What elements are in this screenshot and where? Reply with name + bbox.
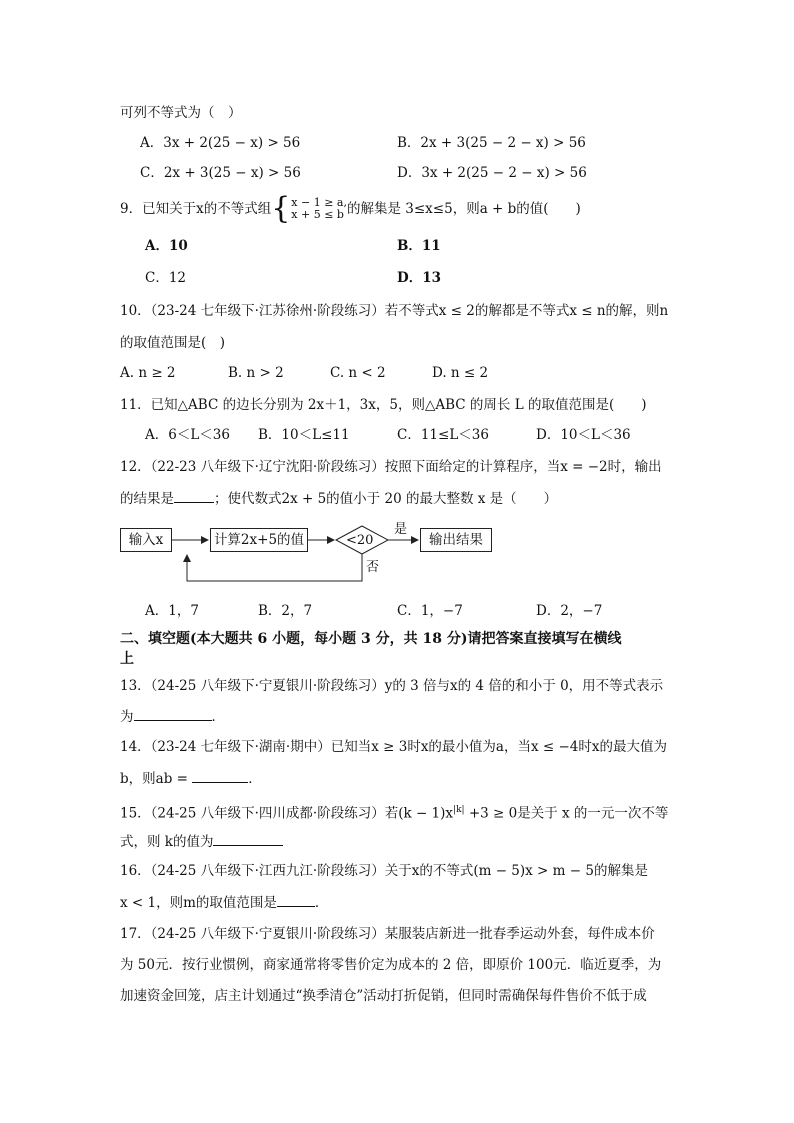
q15-answer-blank <box>213 831 283 846</box>
q15-line2 <box>120 831 283 852</box>
q10-line2: 的取值范围是( ) <box>120 335 226 351</box>
q9-system-line1: x − 1 ≥ a, <box>291 196 347 209</box>
q9-prefix: 9．已知关于x的不等式组 <box>120 201 272 217</box>
q11-option-c: C．11≤L＜36 <box>397 427 489 443</box>
q13-line2-end: ． <box>211 709 225 725</box>
q9-option-d: D．13 <box>397 270 441 286</box>
q14-line1: 14．（23-24 七年级下·湖南·期中）已知当x ≥ 3时x的最小值为a，当x ≤ −4时x的最大值为 <box>120 739 667 755</box>
q15-exponent: |k| <box>453 805 465 815</box>
q10-line1: 10．（23-24 七年级下·江苏徐州·阶段练习）若不等式x ≤ 2的解都是不等式x ≤ n的解，则n <box>120 303 669 319</box>
section-2-heading: 二、填空题(本大题共 6 小题，每小题 3 分，共 18 分)请把答案直接填写在横线 <box>120 631 622 647</box>
q10-option-b: B. n > 2 <box>228 365 284 381</box>
q8-option-c: C．2x + 3(25 − x) > 56 <box>140 165 301 181</box>
q9-option-b: B．11 <box>397 238 441 254</box>
q13-line2-start: 为 <box>120 709 134 725</box>
q15-line2-start: 式，则 k的值为 <box>120 834 214 850</box>
q17-line1: 17．（24-25 八年级下·宁夏银川·阶段练习）某服装店新进一批春季运动外套，每件成本价 <box>120 926 655 942</box>
q13-line2 <box>120 706 225 727</box>
q14-line2 <box>120 768 262 789</box>
q12-option-a: A．1，7 <box>145 603 199 619</box>
q15-line1-end: +3 ≥ 0是关于 x 的一元一次不等 <box>464 805 669 822</box>
flow-input-box: 输入x <box>120 528 172 552</box>
section-2-heading-cont: 上 <box>120 651 134 667</box>
q16-answer-blank <box>277 892 315 907</box>
flow-yes-label: 是 <box>394 522 408 537</box>
q9-system: { x − 1 ≥ a, x + 5 ≤ b <box>271 191 347 226</box>
q8-option-a: A．3x + 2(25 − x) > 56 <box>140 135 301 151</box>
q9-suffix: 的解集是 3≤x≤5，则a + b的值( ) <box>346 201 581 217</box>
q9-option-c: C．12 <box>145 270 187 286</box>
flow-no-label: 否 <box>366 560 380 575</box>
q17-line2: 为 50元．按行业惯例，商家通常将零售价定为成本的 2 倍，即原价 100元．临近夏季，为 <box>120 957 662 973</box>
q14-line2-start: b，则ab = <box>120 771 188 787</box>
q9-system-line2: x + 5 ≤ b <box>291 208 344 221</box>
q11-option-b: B．10＜L≤11 <box>258 427 350 443</box>
q12-option-d: D．2，−7 <box>536 603 603 619</box>
q11-option-d: D．10＜L＜36 <box>536 427 631 443</box>
q16-line1: 16．（24-25 八年级下·江西九江·阶段练习）关于x的不等式(m − 5)x > m − 5的解集是 <box>120 863 648 879</box>
q13-line1: 13．（24-25 八年级下·宁夏银川·阶段练习）y的 3 倍与x的 4 倍的和小于 0，用不等式表示 <box>120 678 664 694</box>
q12-line1: 12．（22-23 八年级下·辽宁沈阳·阶段练习）按照下面给定的计算程序，当x = −2时，输出 <box>120 459 662 475</box>
q14-line2-end: ． <box>248 771 262 787</box>
q12-line2-start: 的结果是 <box>120 491 174 507</box>
q10-option-d: D. n ≤ 2 <box>432 365 489 381</box>
q9-option-a: A．10 <box>145 238 188 254</box>
flow-output-box: 输出结果 <box>420 528 492 552</box>
q8-option-d: D．3x + 2(25 − 2 − x) > 56 <box>397 165 587 181</box>
q12-line2-end: ；使代数式2x + 5的值小于 20 的最大整数 x 是（ ） <box>214 491 558 507</box>
q12-option-b: B．2，7 <box>258 603 313 619</box>
q17-line3: 加速资金回笼，店主计划通过“换季清仓”活动打折促销，但同时需确保每件售价不低于成 <box>120 988 647 1004</box>
q14-answer-blank <box>192 768 248 783</box>
q10-option-c: C. n < 2 <box>330 365 386 381</box>
q13-answer-blank <box>134 706 212 721</box>
flow-compute-box: 计算2x+5的值 <box>210 528 308 552</box>
q11-line1: 11．已知△ABC 的边长分别为 2x＋1，3x，5，则△ABC 的周长 L 的取值范围是( ) <box>120 397 647 413</box>
q16-line2-end: ． <box>314 895 329 911</box>
q15-line1 <box>120 800 668 824</box>
q16-line2 <box>120 892 328 913</box>
q12-option-c: C．1，−7 <box>397 603 463 619</box>
q15-line1-start: 15．（24-25 八年级下·四川成都·阶段练习）若(k − 1)x <box>120 805 454 822</box>
q10-option-a: A. n ≥ 2 <box>120 365 176 381</box>
q8-option-b: B．2x + 3(25 − 2 − x) > 56 <box>397 135 586 151</box>
flow-condition: <20 <box>346 533 374 548</box>
q11-option-a: A．6＜L＜36 <box>145 427 230 443</box>
q8-stem: 可列不等式为（ ） <box>120 105 242 121</box>
flow-loop-back <box>187 554 362 581</box>
q16-line2-start: x < 1，则m的取值范围是 <box>120 895 277 911</box>
